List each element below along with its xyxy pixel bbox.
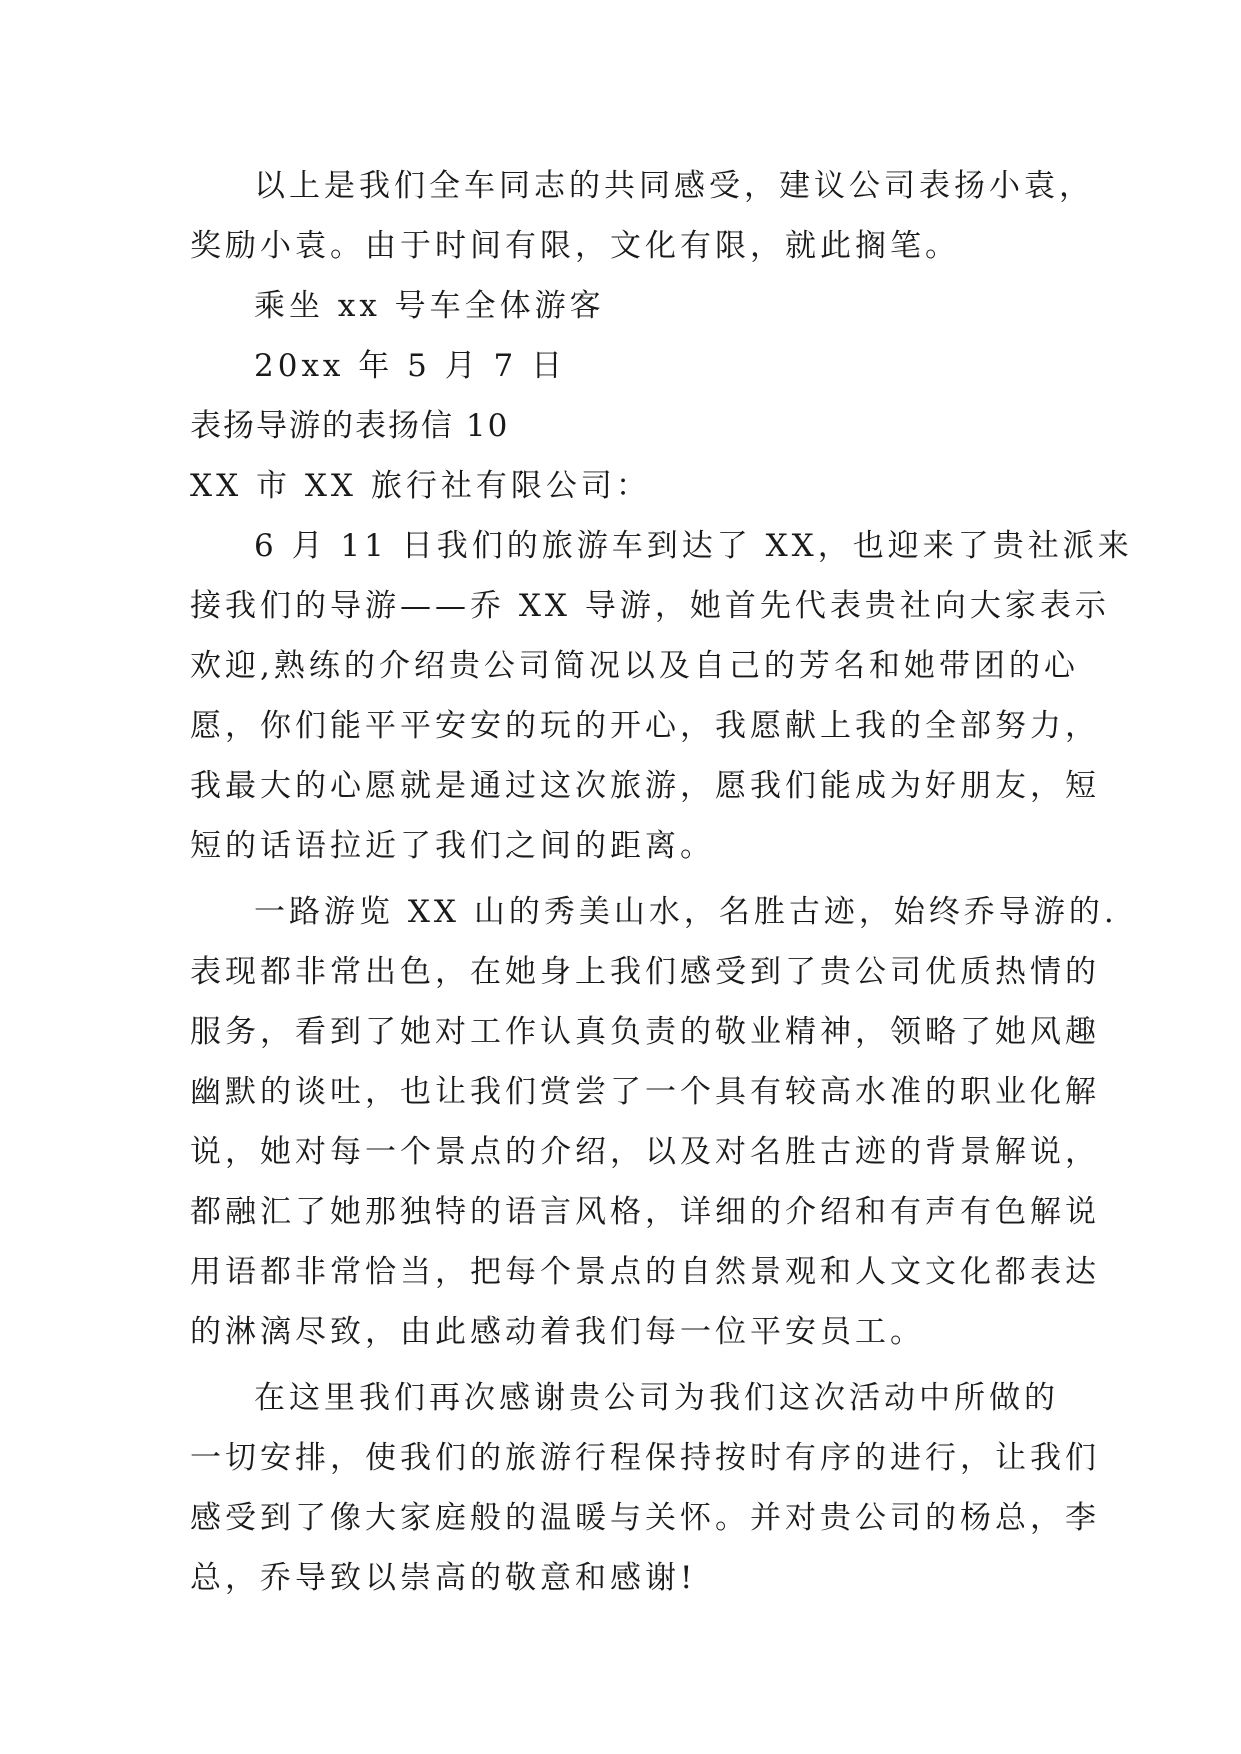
text-line: 短的话语拉近了我们之间的距离。 <box>190 828 715 864</box>
text-line: 用语都非常恰当，把每个景点的自然景观和人文文化都表达 <box>190 1254 1100 1290</box>
text-line: 奖励小袁。由于时间有限，文化有限，就此搁笔。 <box>190 228 960 264</box>
text-line: 欢迎,熟练的介绍贵公司简况以及自己的芳名和她带团的心 <box>190 648 1079 684</box>
paragraph-thanks <box>190 1368 1100 1608</box>
text-line: 表现都非常出色，在她身上我们感受到了贵公司优质热情的 <box>190 954 1100 990</box>
text-line: 在这里我们再次感谢贵公司为我们这次活动中所做的 <box>254 1380 1059 1416</box>
text-line: 说，她对每一个景点的介绍，以及对名胜古迹的背景解说， <box>190 1134 1100 1170</box>
text-line: 总，乔导致以崇高的敬意和感谢! <box>190 1560 697 1596</box>
text-line: 我最大的心愿就是通过这次旅游，愿我们能成为好朋友，短 <box>190 768 1100 804</box>
text-line: 一路游览 XX 山的秀美山水，名胜古迹，始终乔导游的. <box>254 894 1118 930</box>
text-line: 6 月 11 日我们的旅游车到达了 XX，也迎来了贵社派来 <box>254 528 1133 564</box>
document-body <box>190 156 1133 1608</box>
paragraph-praise <box>190 882 1118 1362</box>
salutation: XX 市 XX 旅行社有限公司： <box>190 468 651 504</box>
text-line: 的淋漓尽致，由此感动着我们每一位平安员工。 <box>190 1314 925 1350</box>
text-line: 服务，看到了她对工作认真负责的敬业精神，领略了她风趣 <box>190 1014 1100 1050</box>
paragraph-arrival <box>190 516 1133 876</box>
text-line: 接我们的导游——乔 XX 导游，她首先代表贵社向大家表示 <box>190 588 1110 624</box>
text-line: 愿，你们能平平安安的玩的开心，我愿献上我的全部努力， <box>190 708 1100 744</box>
paragraph-closing <box>190 156 1094 276</box>
text-line: 幽默的谈吐，也让我们赏尝了一个具有较高水准的职业化解 <box>190 1074 1100 1110</box>
date-line: 20xx 年 5 月 7 日 <box>254 348 567 384</box>
letter-title: 表扬导游的表扬信 10 <box>190 408 510 444</box>
text-line: 以上是我们全车同志的共同感受，建议公司表扬小袁， <box>254 168 1094 204</box>
text-line: 一切安排，使我们的旅游行程保持按时有序的进行，让我们 <box>190 1440 1100 1476</box>
text-line: 感受到了像大家庭般的温暖与关怀。并对贵公司的杨总，李 <box>190 1500 1100 1536</box>
text-line: 都融汇了她那独特的语言风格，详细的介绍和有声有色解说 <box>190 1194 1100 1230</box>
signature-line: 乘坐 xx 号车全体游客 <box>254 288 605 324</box>
